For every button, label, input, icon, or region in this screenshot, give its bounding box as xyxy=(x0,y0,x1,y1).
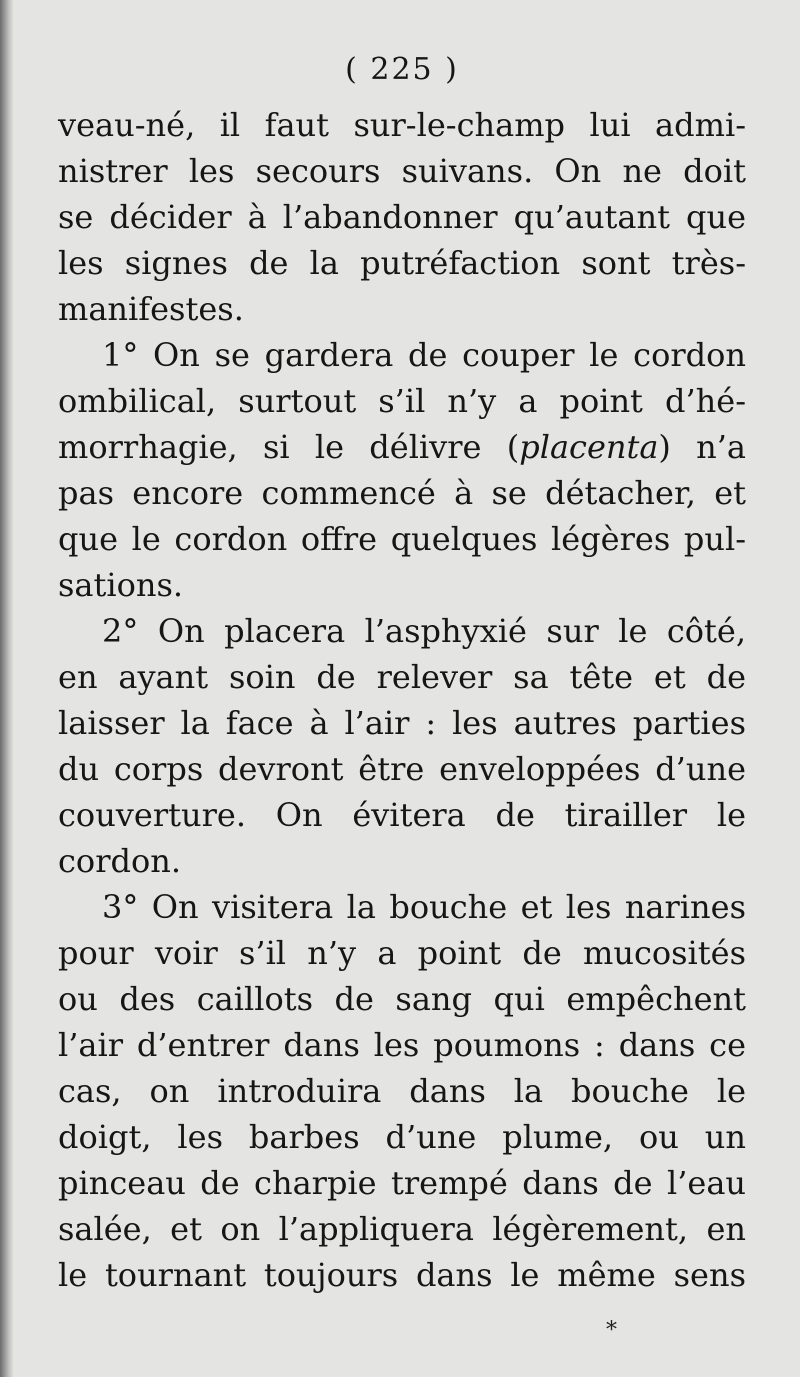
text-line: cas, on introduira dans la bouche le xyxy=(58,1072,746,1110)
text-line: le tournant toujours dans le même sens xyxy=(58,1256,746,1294)
text-line: doigt, les barbes d’une plume, ou un xyxy=(58,1118,746,1156)
signature-mark: * xyxy=(606,1318,617,1343)
text-line: 1° On se gardera de couper le cordon xyxy=(102,336,746,374)
text-line: 2° On placera l’asphyxié sur le côté, xyxy=(102,612,746,650)
text-line: ou des caillots de sang qui empêchent xyxy=(58,980,746,1018)
text-line: du corps devront être enveloppées d’une xyxy=(58,750,746,788)
text-line: morrhagie, si le délivre (placenta) n’a xyxy=(58,428,747,466)
binding-shadow xyxy=(0,0,14,1377)
text-line: sations. xyxy=(58,566,184,604)
page-number: ( 225 ) xyxy=(345,52,459,87)
text-line: en ayant soin de relever sa tête et de xyxy=(58,658,746,696)
text-line: laisser la face à l’air : les autres parties xyxy=(58,704,746,742)
text-line: salée, et on l’appliquera légèrement, en xyxy=(58,1210,746,1248)
page-text xyxy=(58,38,746,1298)
italic-term: placenta xyxy=(519,428,659,466)
text-line: nistrer les secours suivans. On ne doit xyxy=(58,152,746,190)
text-line: couverture. On évitera de tirailler le xyxy=(58,796,746,834)
text-line: pas encore commencé à se détacher, et xyxy=(58,474,746,512)
text-line: cordon. xyxy=(58,842,182,880)
text-line: pinceau de charpie trempé dans de l’eau xyxy=(58,1164,746,1202)
text-line: que le cordon offre quelques légères pul- xyxy=(58,520,746,558)
text-line: pour voir s’il n’y a point de mucosités xyxy=(58,934,746,972)
text-line: veau-né, il faut sur-le-champ lui admi- xyxy=(58,106,746,144)
text-line: l’air d’entrer dans les poumons : dans ce xyxy=(58,1026,746,1064)
text-line: manifestes. xyxy=(58,290,244,328)
text-line: les signes de la putréfaction sont très- xyxy=(58,244,746,282)
text-line: 3° On visitera la bouche et les narines xyxy=(102,888,746,926)
text-line: se décider à l’abandonner qu’autant que xyxy=(58,198,746,236)
text-line: ombilical, surtout s’il n’y a point d’hé- xyxy=(58,382,746,420)
